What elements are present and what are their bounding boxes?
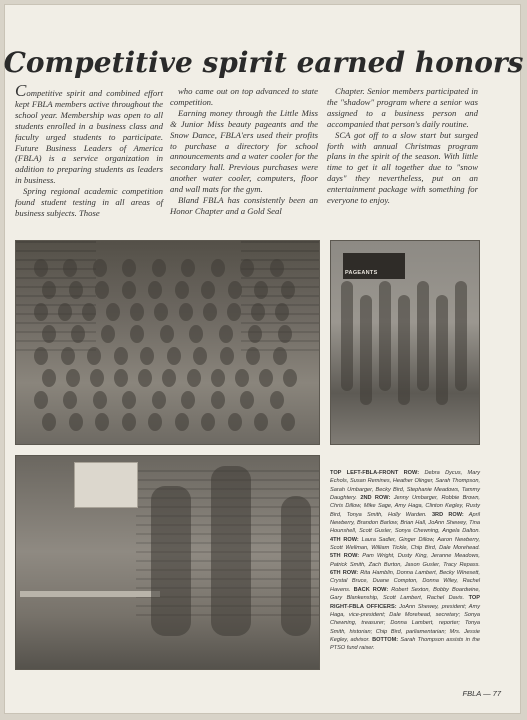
person-silhouette <box>181 391 195 409</box>
person-silhouette <box>187 369 201 387</box>
person-silhouette <box>167 347 181 365</box>
person-silhouette <box>341 281 353 391</box>
person-silhouette <box>281 413 295 431</box>
person-silhouette <box>227 303 241 321</box>
person-silhouette <box>275 303 289 321</box>
person-silhouette <box>138 369 152 387</box>
person-silhouette <box>130 303 144 321</box>
person-silhouette <box>251 303 265 321</box>
person-silhouette <box>34 391 48 409</box>
person-silhouette <box>235 369 249 387</box>
person-silhouette <box>69 413 83 431</box>
person-silhouette <box>34 303 48 321</box>
person-silhouette <box>273 347 287 365</box>
person-silhouette <box>42 369 56 387</box>
person-silhouette <box>87 347 101 365</box>
person-silhouette <box>61 347 75 365</box>
person-silhouette <box>175 413 189 431</box>
body-column-1 <box>15 81 163 219</box>
body-paragraph: who came out on top advanced to state competition. <box>170 86 318 107</box>
person-silhouette <box>148 413 162 431</box>
body-column-3 <box>327 86 478 206</box>
person-silhouette <box>152 391 166 409</box>
person-silhouette <box>42 413 56 431</box>
person-silhouette <box>152 259 166 277</box>
caption-label: 2ND ROW: <box>360 495 391 502</box>
person-silhouette <box>151 486 191 636</box>
person-silhouette <box>42 281 56 299</box>
person-silhouette <box>201 281 215 299</box>
person-silhouette <box>283 369 297 387</box>
person-silhouette <box>203 303 217 321</box>
person-silhouette <box>240 391 254 409</box>
person-silhouette <box>58 303 72 321</box>
person-silhouette <box>228 281 242 299</box>
person-silhouette <box>398 295 410 405</box>
page-footer: FBLA — 77 <box>462 689 501 698</box>
caption-text: Pam Wright, Dusty King, Jeranne Meadows, Patrick Smith, Zach Burton, Jason Gusler, Tracy Repass. <box>330 553 480 568</box>
person-silhouette <box>193 347 207 365</box>
photo-caption <box>330 469 480 653</box>
person-silhouette <box>101 325 115 343</box>
person-silhouette <box>220 347 234 365</box>
person-silhouette <box>63 391 77 409</box>
person-silhouette <box>211 369 225 387</box>
person-silhouette <box>34 347 48 365</box>
person-silhouette <box>93 391 107 409</box>
body-paragraph: SCA got off to a slow start but surged forth with annual Christmas program plans in the spirit of the season. With little time to get it all together due to "snow days" they nevertheless, put on an entertainment package with something for everyone to enjoy. <box>327 129 478 206</box>
person-silhouette <box>69 281 83 299</box>
caption-text: JoAnn Shewey, president; Amy Haga, vice-president; Dale Morehead, secretary; Sonya Chewning, treasurer; Donna Lambert, reporter; Tonya Smith, historian; Chip Bird, parliamentarian; Mrs. Jessie Kegley, advisor. <box>330 603 480 643</box>
person-silhouette <box>211 466 251 636</box>
caption-text: Laura Sadler, Ginger Dillow, Aaron Newberry, Scott Wellman, William Tickle, Chip Bird, Dale Morehead. <box>330 536 480 552</box>
caption-label: TOP RIGHT-FBLA OFFICERS: <box>330 595 480 610</box>
person-silhouette <box>114 369 128 387</box>
caption-text: Robert Sexton, Bobby Boardwine, Gary Blankenship, Scott Lambert, Rachel Davis. <box>330 586 480 602</box>
caption-text: Debra Dycus, Mary Echols, Susan Remines, Heather Olinger, Sarah Thompson, Sarah Umbarger, Becky Bird, Stephanie Meadows, Tammy Daughtery. <box>330 470 480 502</box>
person-silhouette <box>254 281 268 299</box>
person-silhouette <box>211 259 225 277</box>
person-silhouette <box>228 413 242 431</box>
body-paragraph: Earning money through the Little Miss & Junior Miss beauty pageants and the Snow Dance, FBLA'ers used their profits to purchase a directory for school announcements and a water cooler for the secondary hall. Previous purchases were another water cooler, computers, floor and wall mats for the gym. <box>170 107 318 195</box>
group-photo-fbla-members <box>15 240 320 445</box>
person-silhouette <box>66 369 80 387</box>
page-title: Competitive spirit earned honors <box>3 46 524 79</box>
person-silhouette <box>417 281 429 391</box>
person-silhouette <box>259 369 273 387</box>
person-silhouette <box>254 413 268 431</box>
person-silhouette <box>122 391 136 409</box>
caption-label: TOP LEFT-FBLA-FRONT ROW: <box>330 470 420 476</box>
caption-text: April Newberry, Brandon Barlow, Brian Hall, JoAnn Shewey, Tina Hounshell, Scott Gusler, Sonya Chewning, Angela Dalton. <box>330 511 480 535</box>
officers-photo <box>330 240 480 445</box>
person-silhouette <box>90 369 104 387</box>
person-silhouette <box>140 347 154 365</box>
person-silhouette <box>248 325 262 343</box>
person-silhouette <box>106 303 120 321</box>
poster <box>74 462 138 508</box>
body-paragraph: Chapter. Senior members participated in the "shadow" program where a senior was assigned to a business person and accompanied that person's daily routine. <box>327 86 478 129</box>
body-paragraph: Competitive spirit and combined effort kept FBLA members active throughout the school year. Membership was open to all students enrolled in a business class and faculty urged students to participate. Future Business Leaders of America (FBLA) is a service organization in addition to preparing students as leaders in business. <box>15 81 163 186</box>
person-silhouette <box>160 325 174 343</box>
person-silhouette <box>114 347 128 365</box>
person-silhouette <box>379 281 391 391</box>
caption-label: 6TH ROW: <box>330 570 359 577</box>
caption-label: BACK ROW: <box>353 586 389 593</box>
person-silhouette <box>181 259 195 277</box>
caption-label: BOTTOM: <box>372 636 399 643</box>
body-paragraph: Spring regional academic competition found student testing in all areas of business subjects. Those <box>15 186 163 218</box>
caption-label: 4TH ROW: <box>330 536 359 543</box>
person-silhouette <box>455 281 467 391</box>
person-silhouette <box>201 413 215 431</box>
fundraiser-photo <box>15 455 320 670</box>
caption-label: 5TH ROW: <box>330 553 360 560</box>
person-silhouette <box>42 325 56 343</box>
pageants-sign <box>343 253 405 279</box>
table <box>20 591 160 597</box>
person-silhouette <box>130 325 144 343</box>
pageants-sign-text: PAGEANTS <box>345 270 378 276</box>
person-silhouette <box>436 295 448 405</box>
person-silhouette <box>270 391 284 409</box>
person-silhouette <box>122 281 136 299</box>
person-silhouette <box>219 325 233 343</box>
person-silhouette <box>154 303 168 321</box>
body-paragraph: Bland FBLA has consistently been an Honor Chapter and a Gold Seal <box>170 195 318 216</box>
person-silhouette <box>278 325 292 343</box>
person-silhouette <box>211 391 225 409</box>
person-silhouette <box>281 281 295 299</box>
person-silhouette <box>95 413 109 431</box>
person-silhouette <box>360 295 372 405</box>
person-silhouette <box>148 281 162 299</box>
person-silhouette <box>122 413 136 431</box>
caption-text: Sarah Thompson assists in the PTSO fund raiser. <box>330 636 480 652</box>
person-silhouette <box>189 325 203 343</box>
person-silhouette <box>281 496 311 636</box>
person-silhouette <box>246 347 260 365</box>
person-silhouette <box>270 259 284 277</box>
person-silhouette <box>240 259 254 277</box>
person-silhouette <box>175 281 189 299</box>
person-silhouette <box>179 303 193 321</box>
person-silhouette <box>162 369 176 387</box>
person-silhouette <box>122 259 136 277</box>
person-silhouette <box>93 259 107 277</box>
caption-text: Rita Hamblin, Donna Lambert, Becky Winesett, Crystal Bruce, Duane Compton, Donna Wiley, Rachel Havens. <box>330 570 480 593</box>
body-column-2 <box>170 86 318 217</box>
person-silhouette <box>34 259 48 277</box>
caption-text: Jenny Umbarger, Robbie Brown, Chris Dillow, Mike Sage, Amy Haga, Clinton Kegley, Rusty Bird, Tonya Smith, Holly Warden. <box>330 495 480 518</box>
person-silhouette <box>95 281 109 299</box>
caption-label: 3RD ROW: <box>431 511 464 518</box>
